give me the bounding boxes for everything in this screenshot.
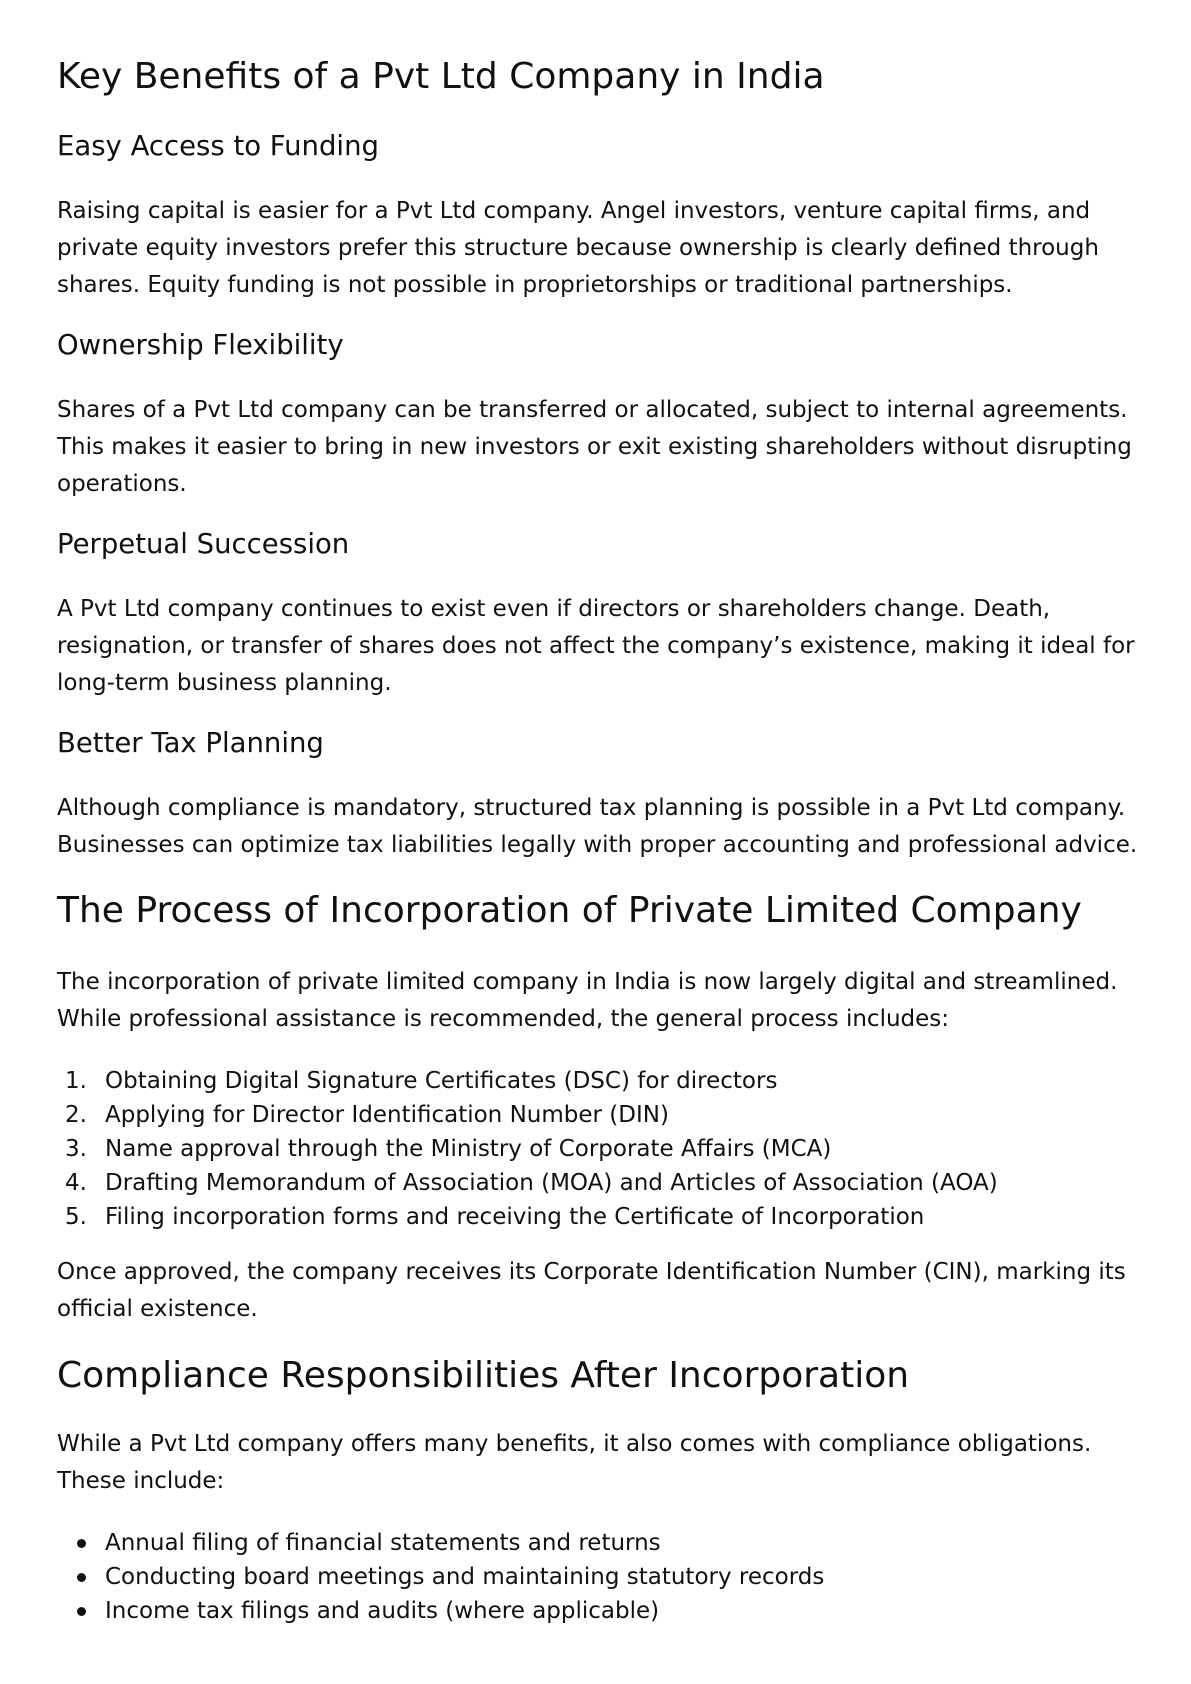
bullet-icon	[77, 1573, 86, 1582]
list-number: 4.	[65, 1170, 87, 1196]
list-item-text: Applying for Director Identification Number (DIN)	[105, 1102, 669, 1128]
list-item	[57, 1166, 1147, 1200]
funding-heading: Easy Access to Funding	[57, 130, 379, 162]
list-number: 2.	[65, 1102, 87, 1128]
compliance-list	[57, 1526, 1147, 1628]
process-heading: The Process of Incorporation of Private Limited Company	[57, 890, 1082, 931]
ownership-paragraph: Shares of a Pvt Ltd company can be transferred or allocated, subject to internal agreements. This makes it easier to bring in new investors or exit existing shareholders without disrupting operations.	[57, 397, 1132, 497]
list-number: 3.	[65, 1136, 87, 1162]
list-item	[57, 1560, 1147, 1594]
list-item	[57, 1132, 1147, 1166]
process-steps-list	[57, 1064, 1147, 1234]
funding-paragraph: Raising capital is easier for a Pvt Ltd company. Angel investors, venture capital firms, and private equity investors prefer this structure because ownership is clearly defined through shares. Equity funding is not possible in proprietorships or traditional partnerships.	[57, 198, 1099, 298]
list-item-text: Annual filing of financial statements and returns	[105, 1530, 661, 1556]
list-item	[57, 1098, 1147, 1132]
list-item-text: Conducting board meetings and maintaining statutory records	[105, 1564, 825, 1590]
list-item-text: Obtaining Digital Signature Certificates (DSC) for directors	[105, 1068, 778, 1094]
benefits-heading: Key Benefits of a Pvt Ltd Company in India	[57, 56, 825, 97]
list-item	[57, 1594, 1147, 1628]
compliance-heading: Compliance Responsibilities After Incorporation	[57, 1355, 910, 1396]
succession-heading: Perpetual Succession	[57, 528, 350, 560]
list-item-text: Drafting Memorandum of Association (MOA) and Articles of Association (AOA)	[105, 1170, 998, 1196]
tax-paragraph: Although compliance is mandatory, structured tax planning is possible in a Pvt Ltd company. Businesses can optimize tax liabilities legally with proper accounting and professional advice.	[57, 795, 1138, 858]
list-item	[57, 1200, 1147, 1234]
list-item	[57, 1526, 1147, 1560]
list-item-text: Filing incorporation forms and receiving the Certificate of Incorporation	[105, 1204, 925, 1230]
bullet-icon	[77, 1607, 86, 1616]
list-item	[57, 1064, 1147, 1098]
list-item-text: Name approval through the Ministry of Corporate Affairs (MCA)	[105, 1136, 832, 1162]
process-intro: The incorporation of private limited company in India is now largely digital and streamlined. While professional assistance is recommended, the general process includes:	[57, 969, 1118, 1032]
list-item-text: Income tax filings and audits (where applicable)	[105, 1598, 660, 1624]
ownership-heading: Ownership Flexibility	[57, 329, 344, 361]
list-number: 1.	[65, 1068, 87, 1094]
list-number: 5.	[65, 1204, 87, 1230]
process-outro: Once approved, the company receives its Corporate Identification Number (CIN), marking its official existence.	[57, 1259, 1126, 1322]
compliance-intro: While a Pvt Ltd company offers many benefits, it also comes with compliance obligations. These include:	[57, 1431, 1092, 1494]
succession-paragraph: A Pvt Ltd company continues to exist even if directors or shareholders change. Death, resignation, or transfer of shares does not affect the company’s existence, making it ideal for long-term business planning.	[57, 596, 1135, 696]
tax-heading: Better Tax Planning	[57, 727, 324, 759]
bullet-icon	[77, 1539, 86, 1548]
